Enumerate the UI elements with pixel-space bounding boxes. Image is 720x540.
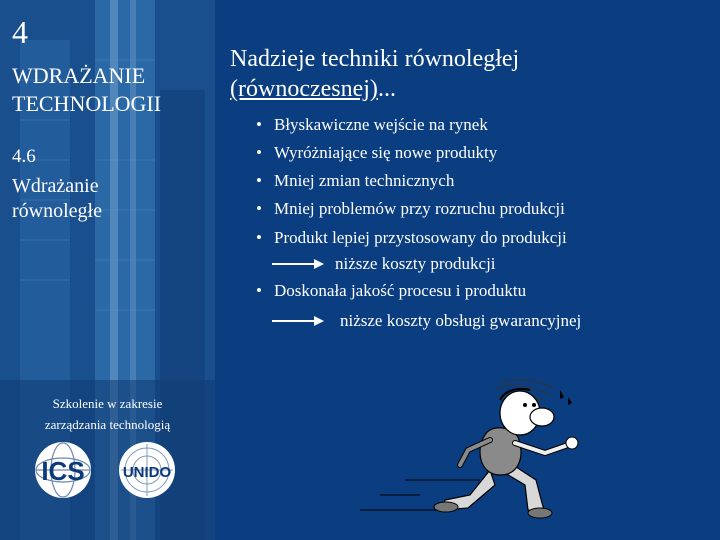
chapter-title-line2: TECHNOLOGII (12, 91, 162, 116)
svg-text:UNIDO: UNIDO (122, 464, 172, 481)
arrow-right-icon (272, 257, 324, 271)
chapter-number: 4 (12, 14, 28, 50)
svg-text:ICS: ICS (41, 456, 85, 486)
heading-underlined: (równoczesnej) (230, 76, 378, 102)
section-number: 4.6 (12, 146, 36, 167)
training-line1: Szkolenie w zakresie (52, 396, 163, 411)
unido-logo (117, 440, 177, 500)
heading-ellipsis: ... (377, 76, 396, 102)
section-title-line2: równoległe (12, 200, 102, 222)
training-line2: zarządzania technologią (44, 417, 171, 432)
chapter-title-line1: WDRAŻANIE (12, 63, 146, 88)
heading-line2 (230, 74, 519, 104)
result-text: niższe koszty produkcji (335, 254, 496, 273)
heading-line1: Nadzieje techniki równoległej (230, 46, 520, 72)
section-title-line1: Wdrażanie (12, 175, 99, 197)
list-item: • Mniej zmian technicznych (256, 169, 454, 193)
bullet-icon: • (256, 281, 262, 300)
list-item: • Wyróżniające się nowe produkty (256, 141, 497, 165)
list-item: • Błyskawiczne wejście na rynek (256, 113, 488, 137)
training-caption (0, 393, 215, 435)
list-item: • Doskonała jakość procesu i produktu (256, 279, 526, 303)
bullet-icon: • (256, 199, 262, 218)
list-item: • Mniej problemów przy rozruchu produkcji (256, 197, 565, 221)
bullet-icon: • (256, 143, 262, 162)
list-item: • Produkt lepiej przystosowany do produkcji (256, 226, 567, 250)
bullet-icon: • (256, 228, 262, 247)
chapter-title (12, 62, 161, 118)
sidebar (0, 0, 215, 540)
running-man-illustration (350, 375, 610, 525)
ics-logo (33, 440, 93, 500)
arrow-right-icon (272, 314, 324, 328)
result-text: niższe koszty obsługi gwarancyjnej (340, 311, 582, 330)
bullet-icon: • (256, 115, 262, 134)
slide-heading (230, 44, 519, 104)
bullet-icon: • (256, 171, 262, 190)
section-title (12, 174, 102, 224)
